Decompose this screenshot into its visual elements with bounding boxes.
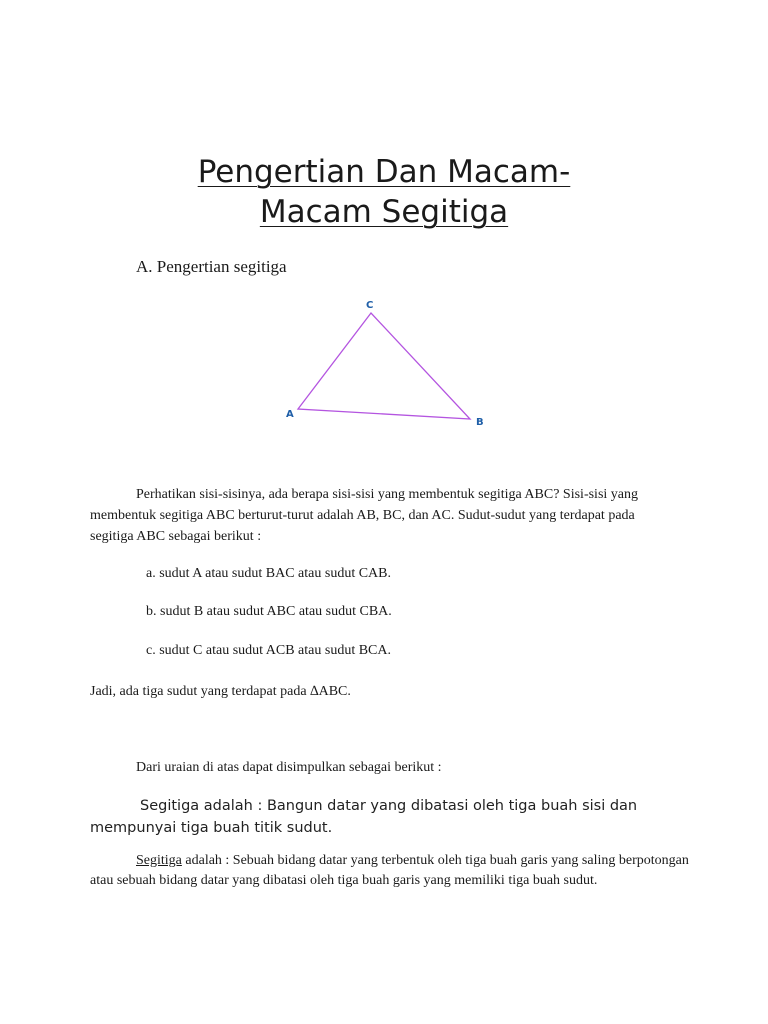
- definition-2-text: adalah : Sebuah bidang datar yang terbentuk oleh tiga buah garis yang saling berpotongan atau sebuah bidang datar yang dibatasi oleh tiga buah garis yang memiliki tiga buah sudut.: [90, 853, 689, 888]
- angle-item-b: b. sudut B atau sudut ABC atau sudut CBA.: [146, 604, 392, 619]
- angle-item-a: a. sudut A atau sudut BAC atau sudut CAB.: [146, 566, 391, 581]
- vertex-label-a: A: [286, 409, 294, 420]
- triangle-figure: [280, 294, 490, 434]
- angle-item-c: c. sudut C atau sudut ACB atau sudut BCA.: [146, 643, 391, 658]
- conclusion-intro: Dari uraian di atas dapat disimpulkan sebagai berikut :: [136, 760, 442, 775]
- page-title-line-2: Macam Segitiga: [259, 194, 509, 230]
- vertex-label-c: C: [366, 300, 374, 311]
- definition-2: [90, 851, 690, 891]
- angles-summary: Jadi, ada tiga sudut yang terdapat pada ∆ABC.: [90, 684, 351, 699]
- definition-2-term: Segitiga: [136, 853, 182, 868]
- page-title: [0, 152, 768, 232]
- paragraph-sides: Perhatikan sisi-sisinya, ada berapa sisi-sisi yang membentuk segitiga ABC? Sisi-sisi yang membentuk segitiga ABC berturut-turut adalah AB, BC, dan AC. Sudut-sudut yang terdapat pada segitiga ABC sebagai berikut :: [90, 487, 638, 544]
- vertex-label-b: B: [476, 417, 484, 428]
- section-heading-a: A. Pengertian segitiga: [136, 257, 287, 276]
- triangle-abc: [298, 313, 470, 419]
- page-title-line-1: Pengertian Dan Macam-: [197, 154, 571, 190]
- definition-1: Segitiga adalah : Bangun datar yang dibatasi oleh tiga buah sisi dan mempunyai tiga buah titik sudut.: [90, 798, 638, 836]
